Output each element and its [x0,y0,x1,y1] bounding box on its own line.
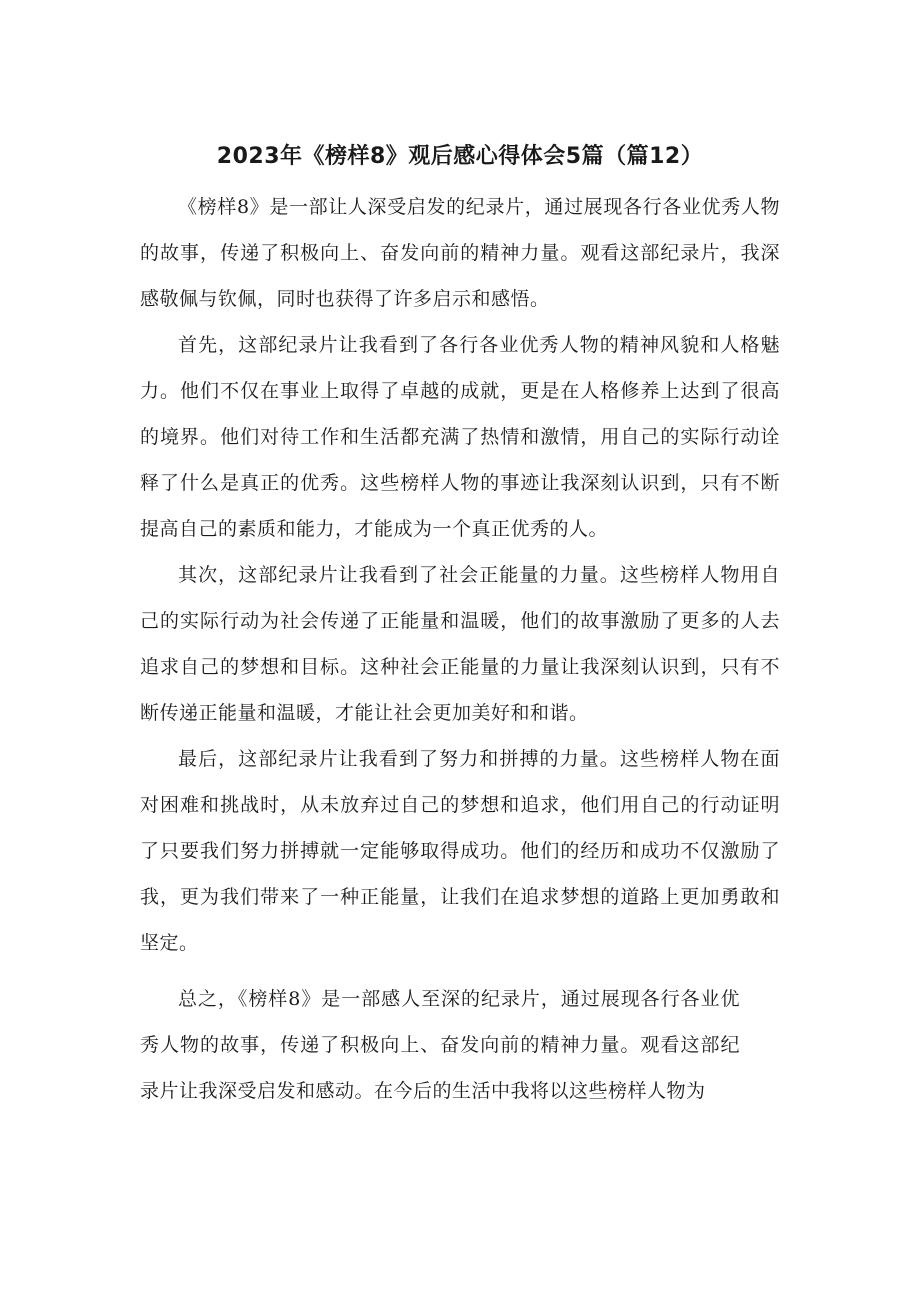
paragraph-intro: 《榜样8》是一部让人深受启发的纪录片，通过展现各行各业优秀人物的故事，传递了积极向上、奋发向前的精神力量。观看这部纪录片，我深感敬佩与钦佩，同时也获得了许多启示和感悟。 [140,196,780,310]
paragraph-last-point: 最后，这部纪录片让我看到了努力和拼搏的力量。这些榜样人物在面对困难和挑战时，从未放弃过自己的梦想和追求，他们用自己的行动证明了只要我们努力拼搏就一定能够取得成功。他们的经历和成功不仅激励了我，更为我们带来了一种正能量，让我们在追求梦想的道路上更加勇敢和坚定。 [140,748,780,954]
paragraph-first: 首先，这部纪录片让我看到了各行各业优秀人物的精神风貌和人格魅力。他们不仅在事业上取得了卓越的成就，更是在人格修养上达到了很高的境界。他们对待工作和生活都充满了热情和激情，用自己的实际行动诠释了什么是真正的优秀。这些榜样人物的事迹让我深刻认识到，只有不断提高自己的素质和能力，才能成为一个真正优秀的人。 [140,334,780,540]
paragraph-second: 其次，这部纪录片让我看到了社会正能量的力量。这些榜样人物用自己的实际行动为社会传递了正能量和温暖，他们的故事激励了更多的人去追求自己的梦想和目标。这种社会正能量的力量让我深刻认识到，只有不断传递正能量和温暖，才能让社会更加美好和和谐。 [140,564,780,724]
paragraph-conclusion: 总之，《榜样8》是一部感人至深的纪录片，通过展现各行各业优秀人物的故事，传递了积极向上、奋发向前的精神力量。观看这部纪录片让我深受启发和感动。在今后的生活中我将以这些榜样人物为 [140,988,740,1102]
document-title: 2023年《榜样8》观后感心得体会5篇（篇12） [216,144,704,169]
document-body [140,184,780,1114]
